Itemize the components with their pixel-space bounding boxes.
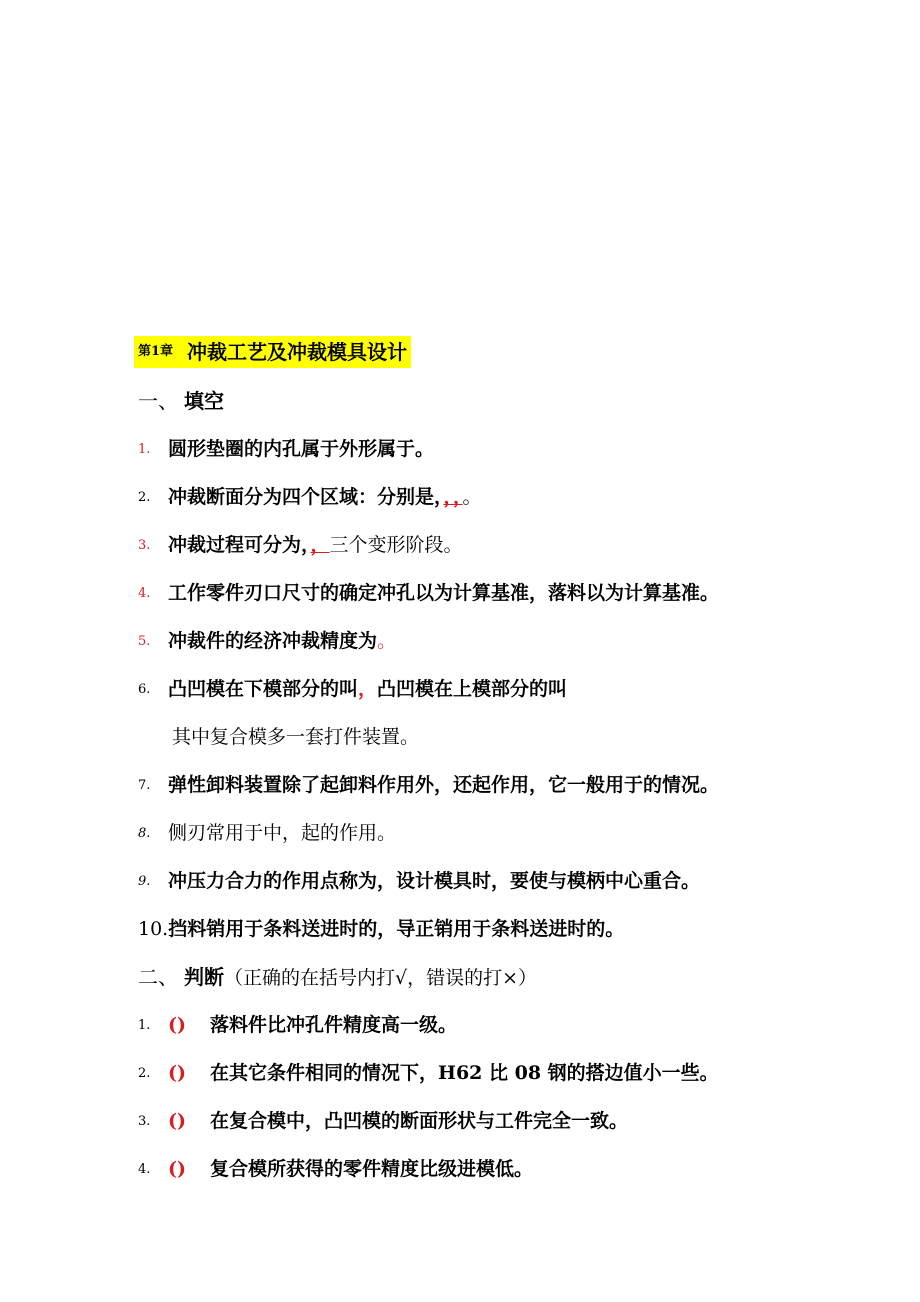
item-comma: ， xyxy=(358,678,378,700)
question-item xyxy=(138,581,719,606)
item-text: 冲裁件的经济冲裁精度为 xyxy=(168,630,378,652)
question-item xyxy=(138,869,700,894)
answer-parentheses: () xyxy=(168,1158,186,1180)
question-item xyxy=(138,437,434,462)
item-text: 凸凹模在上模部分的叫 xyxy=(377,678,568,700)
question-item xyxy=(138,821,396,846)
section-number: 二、 xyxy=(138,965,178,989)
section-note: （正确的在括号内打√，错误的打×） xyxy=(224,967,538,989)
item-number: 3. xyxy=(138,1114,151,1129)
item-text: 在其它条件相同的情况下，H62 比 08 钢的搭边值小一些。 xyxy=(210,1062,719,1084)
question-item xyxy=(138,485,482,510)
question-item xyxy=(138,677,567,702)
question-item xyxy=(138,1013,457,1038)
question-item xyxy=(138,773,719,798)
question-item xyxy=(138,1061,719,1086)
item-text: 弹性卸料装置除了起卸料作用外，还起作用，它一般用于的情况。 xyxy=(168,774,720,796)
item-text: 挡料销用于条料送进时的，导正销用于条料送进时的。 xyxy=(168,918,625,940)
item-text: 工作零件刃口尺寸的确定冲孔以为计算基准，落料以为计算基准。 xyxy=(168,582,720,604)
item-number: 9. xyxy=(138,874,151,889)
answer-parentheses: () xyxy=(168,1062,186,1084)
item-number: 2. xyxy=(138,1066,151,1081)
answer-blank: ， xyxy=(310,534,330,556)
item-number: 10. xyxy=(138,918,169,940)
section-title: 填空 xyxy=(184,389,224,413)
item-text: 其中复合模多一套打件装置。 xyxy=(172,726,420,748)
item-text: 落料件比冲孔件精度高一级。 xyxy=(210,1014,458,1036)
section-heading-judgement xyxy=(138,965,537,990)
item-number: 4. xyxy=(138,1162,151,1177)
question-item xyxy=(138,1109,628,1134)
section-number: 一、 xyxy=(138,389,178,413)
item-number: 7. xyxy=(138,778,151,793)
question-item xyxy=(138,533,463,558)
item-number: 8. xyxy=(138,826,151,841)
answer-parentheses: () xyxy=(168,1014,186,1036)
question-item xyxy=(138,629,396,654)
item-number: 1. xyxy=(138,1018,151,1033)
answer-parentheses: () xyxy=(168,1110,186,1132)
item-number: 1. xyxy=(138,442,151,457)
item-text-end: 。 xyxy=(462,486,482,508)
item-text-end: 三个变形阶段。 xyxy=(329,534,463,556)
item-text: 凸凹模在下模部分的叫 xyxy=(168,678,359,700)
item-text: 冲裁断面分为四个区域：分别是， xyxy=(168,486,444,508)
item-text: 侧刃常用于中，起的作用。 xyxy=(168,822,397,844)
chapter-number: 第1章 xyxy=(138,344,174,359)
item-number: 5. xyxy=(138,634,151,649)
chapter-heading xyxy=(134,336,411,368)
item-text: 冲裁过程可分为， xyxy=(168,534,311,556)
answer-blank: ，， xyxy=(443,486,463,508)
chapter-title: 冲裁工艺及冲裁模具设计 xyxy=(187,340,408,364)
section-heading-fill-blank xyxy=(138,389,224,413)
item-text-end: 。 xyxy=(377,630,397,652)
section-title: 判断 xyxy=(184,965,224,989)
item-text: 复合模所获得的零件精度比级进模低。 xyxy=(210,1158,534,1180)
item-number: 6. xyxy=(138,682,151,697)
item-text: 冲压力合力的作用点称为，设计模具时，要使与模柄中心重合。 xyxy=(168,870,701,892)
item-text: 圆形垫圈的内孔属于外形属于。 xyxy=(168,438,435,460)
item-number: 3. xyxy=(138,538,151,553)
item-number: 2. xyxy=(138,490,151,505)
item-number: 4. xyxy=(138,586,151,601)
question-item-continuation xyxy=(172,725,419,749)
item-text: 在复合模中，凸凹模的断面形状与工件完全一致。 xyxy=(210,1110,629,1132)
question-item xyxy=(138,1157,533,1182)
question-item xyxy=(138,917,624,941)
